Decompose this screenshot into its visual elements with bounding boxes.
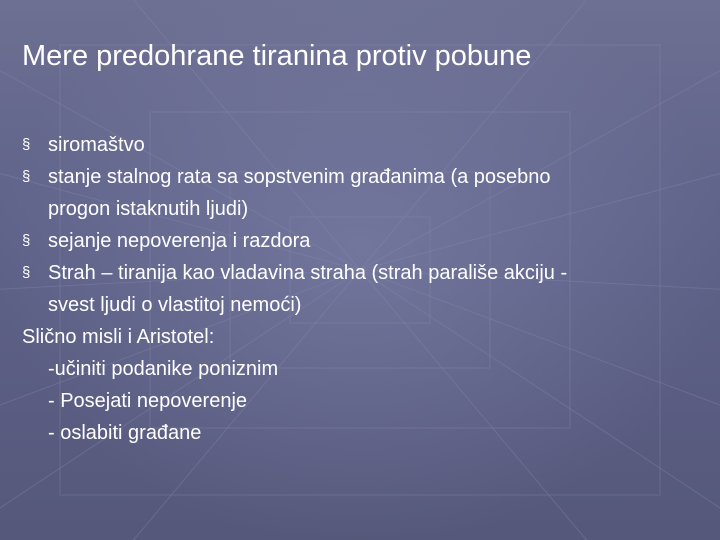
bullet-text-continuation: progon istaknutih ljudi) bbox=[48, 198, 249, 220]
section-sign-bullet-icon: § bbox=[22, 264, 31, 281]
section-sign-bullet-icon: § bbox=[22, 136, 31, 153]
aristotle-note-intro: Slično misli i Aristotel: bbox=[22, 326, 215, 348]
aristotle-note-line: - Posejati nepoverenje bbox=[48, 390, 248, 412]
aristotle-note-line: - oslabiti građane bbox=[48, 422, 202, 444]
bullet-item bbox=[22, 161, 702, 225]
slide-body bbox=[22, 129, 702, 449]
aristotle-note-line: -učiniti podanike poniznim bbox=[48, 358, 279, 380]
section-sign-bullet-icon: § bbox=[22, 168, 31, 185]
bullet-list bbox=[22, 129, 702, 321]
bullet-text: siromaštvo bbox=[48, 134, 145, 156]
bullet-text-continuation: svest ljudi o vlastitoj nemoći) bbox=[48, 294, 302, 316]
bullet-text: stanje stalnog rata sa sopstvenim građanima (a posebno bbox=[48, 166, 551, 188]
bullet-item bbox=[22, 257, 702, 321]
section-sign-bullet-icon: § bbox=[22, 232, 31, 249]
slide-title: Mere predohrane tiranina protiv pobune bbox=[22, 40, 532, 72]
bullet-text: sejanje nepoverenja i razdora bbox=[48, 230, 311, 252]
bullet-item bbox=[22, 129, 702, 161]
bullet-text: Strah – tiranija kao vladavina straha (strah parališe akciju - bbox=[48, 262, 568, 284]
bullet-item bbox=[22, 225, 702, 257]
